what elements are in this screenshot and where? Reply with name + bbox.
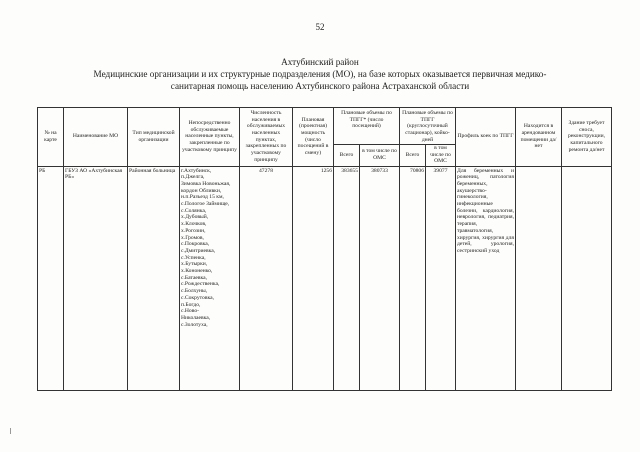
title-line-2: Медицинские организации и их структурные подразделения (МО), на базе которых оказывается первичная медико- — [93, 69, 547, 79]
scan-edge-mark — [10, 428, 14, 434]
header-repair: Здание требует сноса, реконструкции, капитального ремонта да/нет — [562, 108, 612, 167]
cell-leased — [516, 166, 562, 390]
cell-visits-total: 383655 — [334, 166, 360, 390]
header-population: Численность населения в обслуживаемых населенных пунктах, закрепленных по участковому принципу — [240, 108, 293, 167]
cell-population: 47278 — [240, 166, 293, 390]
header-org-type: Тип медицинской организации — [128, 108, 180, 167]
header-beds-oms: в том числе по ОМС — [426, 144, 456, 166]
header-visits-oms: в том числе по ОМС — [360, 144, 400, 166]
cell-repair — [562, 166, 612, 390]
header-beds-total: Всего — [400, 144, 426, 166]
cell-capacity: 1256 — [293, 166, 334, 390]
cell-org-type: Районная больница — [128, 166, 180, 390]
header-served-localities: Непосредственно обслуживаемые населенные пункты, закрепленные по участковому принципу — [180, 108, 240, 167]
header-map-number: № на карте — [38, 108, 64, 167]
title-line-3: санитарная помощь населению Ахтубинского района Астраханской области — [170, 81, 470, 91]
document-title — [40, 56, 600, 92]
cell-beds-oms: 39077 — [426, 166, 456, 390]
header-bed-profile: Профиль коек по ТПГГ — [456, 108, 516, 167]
cell-bed-profile: Для беременных и рожениц, патология беременных, акушерство-гинекология, инфекционные болезни, кардиология, неврология, педиатрия, терапия, травматология, хирургия, хирургия для детей, урология, сестринский уход — [456, 166, 516, 390]
header-leased: Находится в арендованном помещении да/нет — [516, 108, 562, 167]
cell-visits-oms: 380733 — [360, 166, 400, 390]
header-mo-name: Наименование МО — [64, 108, 128, 167]
header-visits-group: Плановые объемы по ТПГГ* (число посещений) — [334, 108, 400, 145]
table-row — [38, 166, 612, 390]
cell-mo-name: ГБУЗ АО «Ахтубинская РБ» — [64, 166, 128, 390]
page-number: 52 — [315, 22, 325, 32]
header-beds-group: Плановые объемы по ТПГГ (круглосуточный стационар), койко-дней — [400, 108, 456, 145]
cell-map-number: РБ — [38, 166, 64, 390]
cell-localities: г.Ахтубинск, п.Джелга, Зимовка Новоньжая, кордон Обливки, н.п.Разъезд 15 км, с.Пологое Займище, с.Солянка, х.Дубовый, х.Клочков, х.Рогозин, х.Громов, с.Покровка, с.Дмитриевка, с.Успенка, х.Бутырки, х.Кононенко, с.Батаевка, с.Рождественка, с.Болхуны, с.Сокрутовка, п.Богдо, с.Ново- Николаевка, с.Золотуха, — [180, 166, 240, 390]
header-visits-total: Всего — [334, 144, 360, 166]
header-capacity: Плановая (проектная) мощность (число посещений в смену) — [293, 108, 334, 167]
medical-organizations-table — [37, 107, 612, 391]
cell-beds-total: 70806 — [400, 166, 426, 390]
title-district: Ахтубинский район — [281, 57, 359, 67]
